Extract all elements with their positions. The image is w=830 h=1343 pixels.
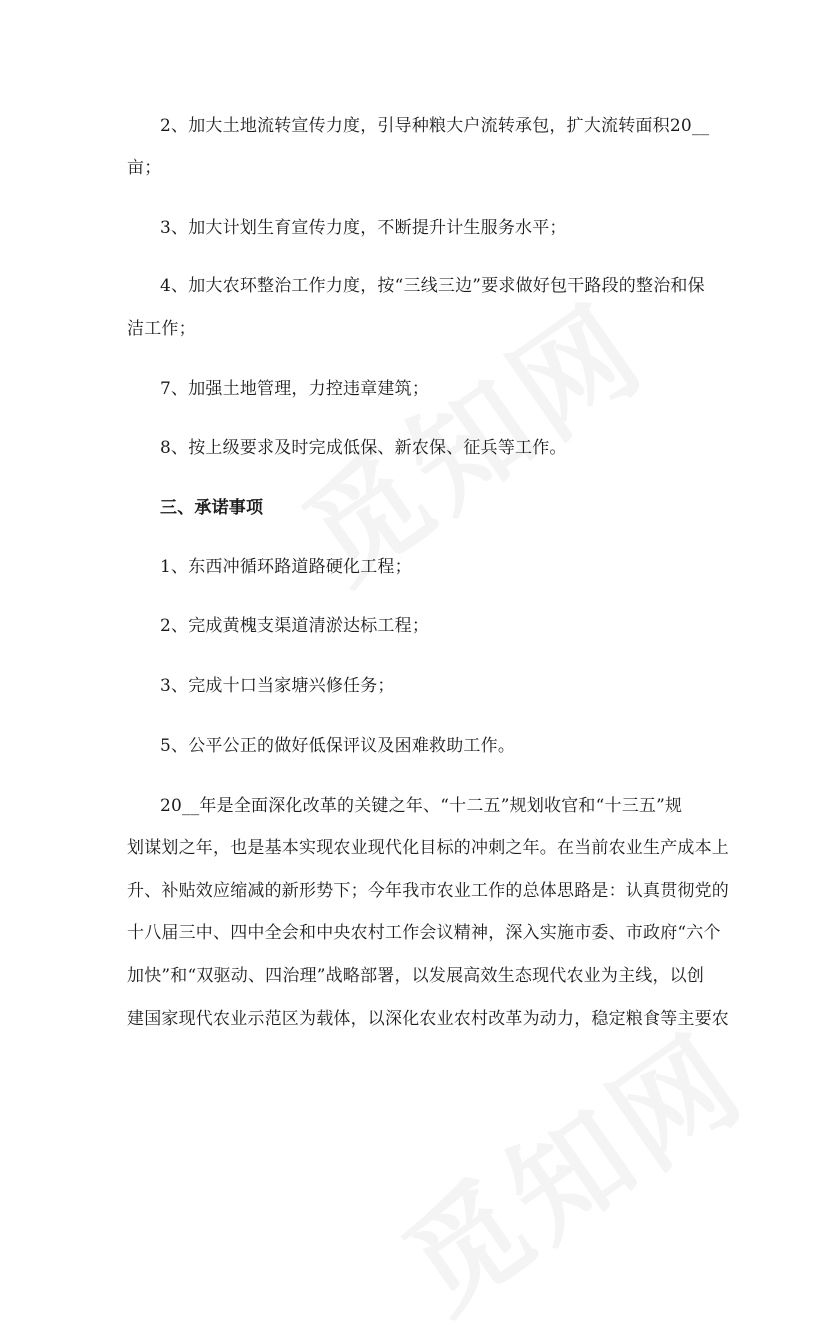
paragraph-line: 1、东西冲循环路道路硬化工程； (160, 557, 412, 577)
paragraph-line: 7、加强土地管理，力控违章建筑； (160, 379, 430, 399)
paragraph-line: 8、按上级要求及时完成低保、新农保、征兵等工作。 (160, 438, 567, 458)
paragraph-line: 洁工作； (127, 319, 196, 339)
paragraph-line: 2、完成黄槐支渠道清淤达标工程； (160, 616, 430, 636)
paragraph-line: 划谋划之年，也是基本实现农业现代化目标的冲刺之年。在当前农业生产成本上 (127, 838, 729, 858)
paragraph-line: 4、加大农环整治工作力度，按“三线三边”要求做好包干路段的整治和保 (160, 276, 705, 296)
paragraph-line: 升、补贴效应缩减的新形势下；今年我市农业工作的总体思路是：认真贯彻党的 (127, 881, 729, 901)
paragraph-line: 3、完成十口当家塘兴修任务； (160, 676, 395, 696)
paragraph-line: 3、加大计划生育宣传力度，不断提升计生服务水平； (160, 218, 567, 238)
section-heading: 三、承诺事项 (160, 498, 264, 518)
paragraph-line: 亩； (127, 158, 162, 178)
paragraph-line: 加快”和“双驱动、四治理”战略部署，以发展高效生态现代农业为主线，以创 (127, 966, 705, 986)
paragraph-line: 十八届三中、四中全会和中央农村工作会议精神，深入实施市委、市政府“六个 (127, 923, 721, 943)
paragraph-line: 建国家现代农业示范区为载体，以深化农业农村改革为动力，稳定粮食等主要农 (127, 1009, 729, 1029)
paragraph-line: 5、公平公正的做好低保评议及困难救助工作。 (160, 736, 516, 756)
watermark (365, 987, 772, 1343)
paragraph-line: 2、加大土地流转宣传力度，引导种粮大户流转承包，扩大流转面积20__ (160, 116, 710, 136)
paragraph-line: 20__年是全面深化改革的关键之年、“十二五”规划收官和“十三五”规 (160, 796, 683, 816)
